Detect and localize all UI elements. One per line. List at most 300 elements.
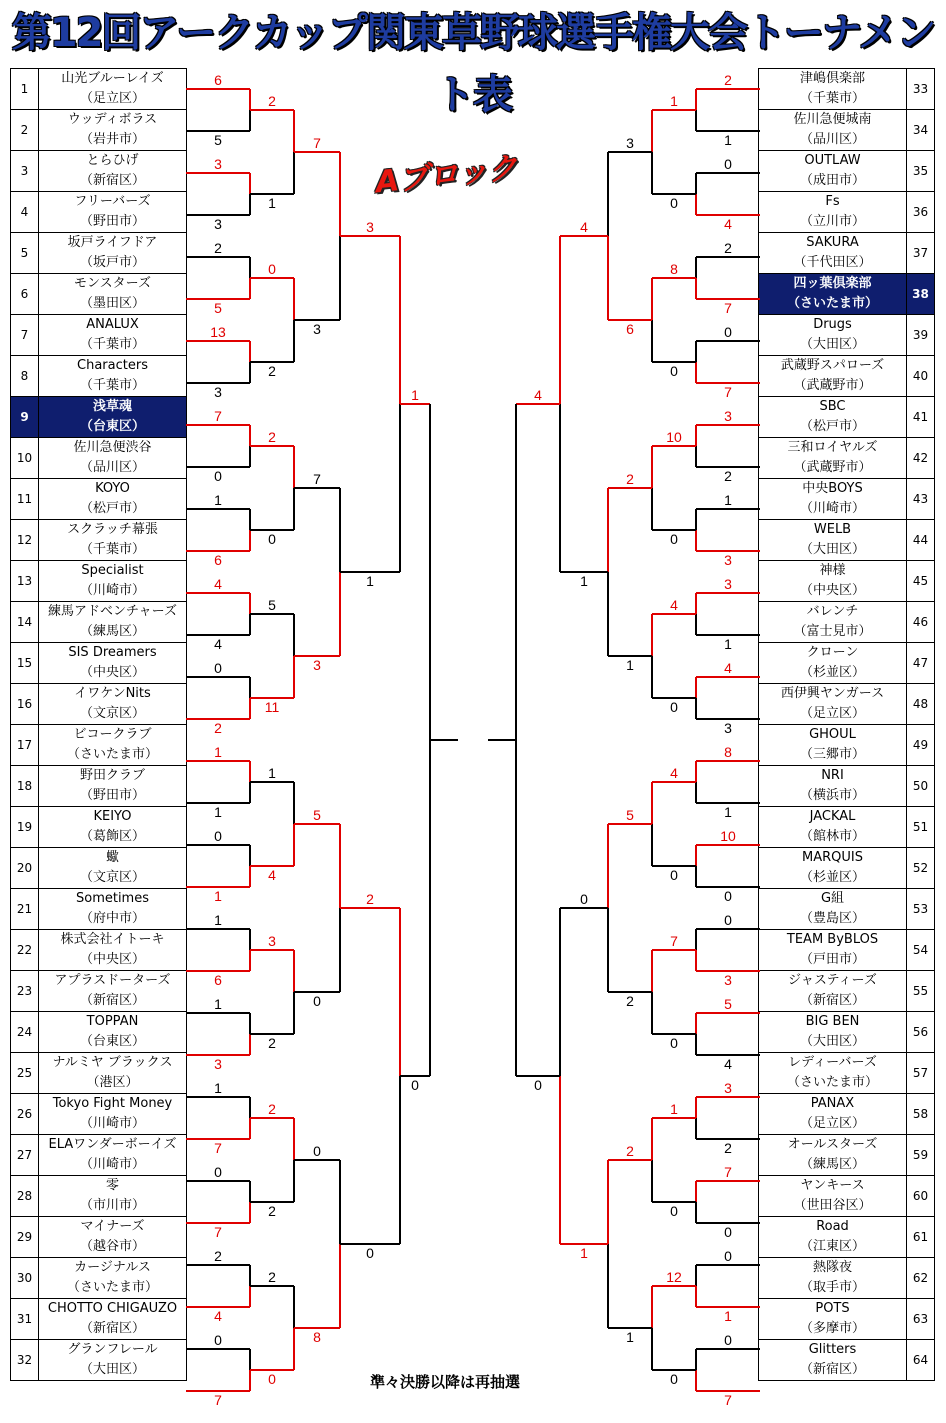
team-number: 50 <box>907 766 935 807</box>
team-number: 6 <box>11 274 39 315</box>
score-label: 6 <box>626 321 634 337</box>
score-label: 7 <box>214 1224 222 1240</box>
team-area: （台東区） <box>79 1034 145 1049</box>
team-area: （成田市） <box>799 173 865 188</box>
score-label: 1 <box>580 1245 588 1261</box>
team-area: （練馬区） <box>79 624 145 639</box>
team-area: （大田区） <box>79 1362 145 1377</box>
score-label: 0 <box>670 867 678 883</box>
team-area: （練馬区） <box>799 1157 865 1172</box>
team-name: 野田クラブ <box>79 768 145 783</box>
score-label: 8 <box>670 261 678 277</box>
team-area: （中央区） <box>799 583 865 598</box>
score-label: 13 <box>210 324 226 340</box>
team-number: 10 <box>11 438 39 479</box>
team-name: オールスターズ <box>787 1137 878 1152</box>
team-area: （杉並区） <box>799 665 865 680</box>
team-name: TOPPAN <box>86 1014 139 1029</box>
score-label: 1 <box>268 765 276 781</box>
team-area: （杉並区） <box>799 870 865 885</box>
team-number: 45 <box>907 561 935 602</box>
team-number: 32 <box>11 1340 39 1381</box>
score-label: 12 <box>666 1269 682 1285</box>
team-area: （さいたま市） <box>786 1075 878 1090</box>
team-number: 51 <box>907 807 935 848</box>
team-name: ヤンキース <box>800 1178 865 1193</box>
team-area: （多摩市） <box>799 1321 865 1336</box>
team-area: （台東区） <box>79 419 145 434</box>
team-number: 37 <box>907 233 935 274</box>
team-area: （取手市） <box>799 1280 865 1295</box>
team-name: バレンチ <box>806 604 859 619</box>
team-area: （川崎市） <box>79 583 145 598</box>
score-label: 2 <box>268 93 276 109</box>
team-name: CHOTTO CHIGAUZO <box>47 1301 178 1316</box>
team-area: （新宿区） <box>799 1362 865 1377</box>
score-label: 0 <box>534 1077 542 1093</box>
score-label: 1 <box>580 573 588 589</box>
score-label: 2 <box>724 240 732 256</box>
team-number: 57 <box>907 1053 935 1094</box>
team-area: （野田市） <box>79 214 145 229</box>
team-name: 零 <box>105 1178 119 1193</box>
team-area: （文京区） <box>79 706 145 721</box>
score-label: 4 <box>670 597 678 613</box>
team-number: 56 <box>907 1012 935 1053</box>
team-number: 40 <box>907 356 935 397</box>
team-area: （足立区） <box>799 706 865 721</box>
team-area: （坂戸市） <box>79 255 145 270</box>
team-name: Drugs <box>813 317 852 332</box>
team-number: 28 <box>11 1176 39 1217</box>
team-number: 17 <box>11 725 39 766</box>
team-area: （千葉市） <box>79 542 145 557</box>
score-label: 1 <box>670 1101 678 1117</box>
team-name: ANALUX <box>86 317 139 332</box>
score-label: 2 <box>268 1269 276 1285</box>
score-label: 0 <box>268 531 276 547</box>
team-area: （新宿区） <box>799 993 865 1008</box>
team-name: Road <box>816 1219 849 1234</box>
score-label: 0 <box>214 1164 222 1180</box>
team-name: イワケンNits <box>74 686 151 701</box>
score-label: 3 <box>214 156 222 172</box>
team-name: 株式会社イトーキ <box>60 932 165 947</box>
team-area: （文京区） <box>79 870 145 885</box>
score-label: 5 <box>214 300 222 316</box>
team-name: SIS Dreamers <box>68 645 157 660</box>
score-label: 1 <box>724 492 732 508</box>
team-name: NRI <box>821 768 844 783</box>
team-area: （中央区） <box>79 665 145 680</box>
team-area: （大田区） <box>799 1034 865 1049</box>
score-label: 0 <box>214 1332 222 1348</box>
score-label: 10 <box>720 828 736 844</box>
team-number: 63 <box>907 1299 935 1340</box>
team-area: （千葉市） <box>79 378 145 393</box>
score-label: 0 <box>670 531 678 547</box>
team-number: 39 <box>907 315 935 356</box>
team-area: （港区） <box>86 1075 139 1090</box>
team-number: 43 <box>907 479 935 520</box>
score-label: 7 <box>313 135 321 151</box>
score-label: 5 <box>724 996 732 1012</box>
score-label: 7 <box>670 933 678 949</box>
team-number: 4 <box>11 192 39 233</box>
team-name: POTS <box>815 1301 850 1316</box>
score-label: 4 <box>724 1056 732 1072</box>
score-label: 4 <box>268 867 276 883</box>
team-number: 44 <box>907 520 935 561</box>
score-label: 3 <box>214 1056 222 1072</box>
team-area: （足立区） <box>799 1116 865 1131</box>
team-name: 浅草魂 <box>92 399 132 414</box>
team-area: （世田谷区） <box>793 1198 872 1213</box>
team-number: 13 <box>11 561 39 602</box>
team-number: 53 <box>907 889 935 930</box>
team-name: Characters <box>77 358 148 373</box>
score-label: 2 <box>724 468 732 484</box>
team-area: （大田区） <box>799 542 865 557</box>
team-name: Specialist <box>81 563 144 578</box>
score-label: 0 <box>366 1245 374 1261</box>
score-label: 6 <box>214 972 222 988</box>
team-area: （館林市） <box>799 829 865 844</box>
score-label: 4 <box>670 765 678 781</box>
team-number: 15 <box>11 643 39 684</box>
team-name: MARQUIS <box>802 850 863 865</box>
score-label: 10 <box>666 429 682 445</box>
team-name: ナルミヤ ブラックス <box>52 1055 173 1070</box>
score-label: 1 <box>724 132 732 148</box>
team-number: 1 <box>11 69 39 110</box>
score-label: 6 <box>214 72 222 88</box>
team-area: （武蔵野市） <box>793 378 872 393</box>
score-label: 8 <box>724 744 732 760</box>
score-label: 7 <box>214 1392 222 1408</box>
team-name: アプラスドーターズ <box>54 973 171 988</box>
team-name: 津嶋倶楽部 <box>799 71 865 86</box>
team-area: （墨田区） <box>79 296 145 311</box>
team-number: 21 <box>11 889 39 930</box>
score-label: 0 <box>214 828 222 844</box>
team-number: 52 <box>907 848 935 889</box>
team-number: 22 <box>11 930 39 971</box>
score-label: 2 <box>268 1101 276 1117</box>
score-label: 2 <box>214 1248 222 1264</box>
team-number: 16 <box>11 684 39 725</box>
score-label: 3 <box>313 321 321 337</box>
score-label: 3 <box>214 216 222 232</box>
team-area: （横浜市） <box>799 788 865 803</box>
team-name: グランフレール <box>67 1342 158 1357</box>
score-label: 2 <box>214 240 222 256</box>
score-label: 3 <box>724 972 732 988</box>
team-name: SAKURA <box>806 235 859 250</box>
team-area: （武蔵野市） <box>793 460 872 475</box>
team-name: JACKAL <box>809 809 856 824</box>
team-name: スクラッチ幕張 <box>67 522 158 537</box>
team-name: 武蔵野スパローズ <box>780 358 885 373</box>
team-name: WELB <box>813 522 852 537</box>
team-number: 59 <box>907 1135 935 1176</box>
team-name: モンスターズ <box>74 276 151 291</box>
team-number: 33 <box>907 69 935 110</box>
team-area: （新宿区） <box>79 993 145 1008</box>
team-number: 55 <box>907 971 935 1012</box>
score-label: 0 <box>724 912 732 928</box>
score-label: 2 <box>626 1143 634 1159</box>
team-name: Glitters <box>808 1342 857 1357</box>
score-label: 5 <box>268 597 276 613</box>
score-label: 0 <box>724 324 732 340</box>
score-label: 1 <box>214 912 222 928</box>
score-label: 1 <box>626 657 634 673</box>
score-label: 1 <box>214 996 222 1012</box>
score-label: 0 <box>268 261 276 277</box>
score-label: 7 <box>214 1140 222 1156</box>
score-label: 2 <box>214 720 222 736</box>
team-number: 2 <box>11 110 39 151</box>
team-number: 31 <box>11 1299 39 1340</box>
team-name: マイナーズ <box>80 1219 145 1234</box>
score-label: 4 <box>724 216 732 232</box>
block-label: Aブロック <box>373 150 520 201</box>
score-label: 1 <box>214 492 222 508</box>
team-name: ビコークラブ <box>73 727 152 742</box>
team-name: とらひげ <box>86 153 139 168</box>
score-label: 0 <box>214 660 222 676</box>
team-name: BIG BEN <box>805 1014 860 1029</box>
team-number: 11 <box>11 479 39 520</box>
score-label: 1 <box>626 1329 634 1345</box>
score-label: 3 <box>626 135 634 151</box>
score-label: 3 <box>268 933 276 949</box>
score-label: 4 <box>214 1308 222 1324</box>
team-name: SBC <box>819 399 846 414</box>
team-area: （松戸市） <box>799 419 865 434</box>
team-number: 20 <box>11 848 39 889</box>
score-label: 0 <box>724 1332 732 1348</box>
team-name: G組 <box>820 891 845 906</box>
score-label: 2 <box>366 891 374 907</box>
team-number: 54 <box>907 930 935 971</box>
score-label: 0 <box>313 993 321 1009</box>
team-area: （松戸市） <box>79 501 145 516</box>
team-area: （越谷市） <box>79 1239 145 1254</box>
score-label: 2 <box>724 1140 732 1156</box>
score-label: 2 <box>724 72 732 88</box>
team-number: 46 <box>907 602 935 643</box>
score-label: 0 <box>670 699 678 715</box>
team-name: 山光ブルーレイズ <box>61 71 164 86</box>
score-label: 1 <box>670 93 678 109</box>
score-label: 4 <box>534 387 542 403</box>
score-label: 7 <box>724 1392 732 1408</box>
score-label: 0 <box>724 1248 732 1264</box>
team-area: （豊島区） <box>799 911 865 926</box>
score-label: 3 <box>366 219 374 235</box>
team-name: ジャスティーズ <box>788 973 877 988</box>
team-area: （川崎市） <box>79 1157 145 1172</box>
team-number: 64 <box>907 1340 935 1381</box>
team-area: （川崎市） <box>799 501 865 516</box>
score-label: 0 <box>411 1077 419 1093</box>
score-label: 8 <box>313 1329 321 1345</box>
team-number: 38 <box>907 274 935 315</box>
team-area: （市川市） <box>79 1198 145 1213</box>
team-number: 7 <box>11 315 39 356</box>
score-label: 5 <box>214 132 222 148</box>
team-number: 34 <box>907 110 935 151</box>
team-name: Sometimes <box>75 891 149 906</box>
score-label: 7 <box>313 471 321 487</box>
team-number: 42 <box>907 438 935 479</box>
score-label: 1 <box>268 195 276 211</box>
score-label: 4 <box>580 219 588 235</box>
team-name: 熱隊夜 <box>812 1260 852 1275</box>
team-number: 61 <box>907 1217 935 1258</box>
team-number: 47 <box>907 643 935 684</box>
team-area: （品川区） <box>79 460 145 475</box>
score-label: 7 <box>724 384 732 400</box>
team-area: （岩井市） <box>79 132 145 147</box>
team-name: GHOUL <box>809 727 856 742</box>
team-name: クローン <box>806 645 859 660</box>
team-number: 62 <box>907 1258 935 1299</box>
score-label: 7 <box>724 1164 732 1180</box>
team-name: 蠍 <box>105 850 119 865</box>
team-number: 27 <box>11 1135 39 1176</box>
team-area: （立川市） <box>799 214 865 229</box>
score-label: 0 <box>670 1371 678 1387</box>
score-label: 0 <box>214 468 222 484</box>
team-name: 四ッ葉倶楽部 <box>793 276 872 291</box>
score-label: 3 <box>724 408 732 424</box>
score-label: 5 <box>626 807 634 823</box>
score-label: 1 <box>214 1080 222 1096</box>
score-label: 6 <box>214 552 222 568</box>
team-name: PANAX <box>810 1096 855 1111</box>
team-area: （千葉市） <box>79 337 145 352</box>
team-area: （新宿区） <box>79 1321 145 1336</box>
score-label: 2 <box>626 471 634 487</box>
score-label: 0 <box>724 888 732 904</box>
team-number: 14 <box>11 602 39 643</box>
score-label: 1 <box>724 804 732 820</box>
score-label: 0 <box>670 1035 678 1051</box>
score-label: 3 <box>724 552 732 568</box>
score-label: 0 <box>670 363 678 379</box>
team-number: 36 <box>907 192 935 233</box>
team-area: （川崎市） <box>79 1116 145 1131</box>
team-number: 18 <box>11 766 39 807</box>
score-label: 1 <box>214 804 222 820</box>
team-name: 練馬アドベンチャーズ <box>48 604 177 619</box>
score-label: 1 <box>366 573 374 589</box>
team-name: TEAM ByBLOS <box>786 932 879 947</box>
page-title: 第12回アークカップ関東草野球選手権大会トーナメント表 <box>11 10 935 118</box>
score-label: 1 <box>724 1308 732 1324</box>
score-label: 11 <box>264 699 280 715</box>
score-label: 2 <box>626 993 634 1009</box>
score-label: 2 <box>268 429 276 445</box>
team-area: （野田市） <box>79 788 145 803</box>
score-label: 0 <box>724 1224 732 1240</box>
team-number: 5 <box>11 233 39 274</box>
team-number: 58 <box>907 1094 935 1135</box>
team-number: 48 <box>907 684 935 725</box>
team-number: 8 <box>11 356 39 397</box>
team-area: （千葉市） <box>799 91 865 106</box>
team-number: 49 <box>907 725 935 766</box>
team-area: （富士見市） <box>793 624 872 639</box>
team-number: 9 <box>11 397 39 438</box>
team-area: （大田区） <box>799 337 865 352</box>
team-name: ウッディボラス <box>67 112 158 127</box>
team-area: （中央区） <box>79 952 145 967</box>
score-label: 0 <box>580 891 588 907</box>
team-area: （さいたま市） <box>66 1280 158 1295</box>
score-label: 3 <box>724 576 732 592</box>
team-area: （府中市） <box>79 911 145 926</box>
team-name: 中央BOYS <box>802 481 863 496</box>
team-name: 佐川急便城南 <box>793 112 872 127</box>
team-number: 30 <box>11 1258 39 1299</box>
team-number: 3 <box>11 151 39 192</box>
score-label: 0 <box>670 195 678 211</box>
score-label: 1 <box>214 744 222 760</box>
team-area: （戸田市） <box>799 952 865 967</box>
team-area: （三郷市） <box>799 747 865 762</box>
score-label: 4 <box>214 576 222 592</box>
score-label: 3 <box>724 720 732 736</box>
team-number: 25 <box>11 1053 39 1094</box>
team-name: OUTLAW <box>804 153 861 168</box>
team-number: 35 <box>907 151 935 192</box>
team-number: 26 <box>11 1094 39 1135</box>
team-name: 西伊興ヤンガース <box>780 686 885 701</box>
team-number: 23 <box>11 971 39 1012</box>
score-label: 1 <box>724 636 732 652</box>
score-label: 2 <box>268 363 276 379</box>
team-number: 29 <box>11 1217 39 1258</box>
score-label: 1 <box>411 387 419 403</box>
team-number: 24 <box>11 1012 39 1053</box>
team-number: 19 <box>11 807 39 848</box>
score-label: 7 <box>214 408 222 424</box>
score-label: 2 <box>268 1035 276 1051</box>
score-label: 3 <box>214 384 222 400</box>
score-label: 0 <box>724 156 732 172</box>
team-name: ELAワンダーボーイズ <box>48 1137 177 1152</box>
team-name: KEIYO <box>93 809 132 824</box>
score-label: 0 <box>313 1143 321 1159</box>
team-name: 佐川急便渋谷 <box>73 440 152 455</box>
team-name: 三和ロイヤルズ <box>787 440 878 455</box>
score-label: 0 <box>268 1371 276 1387</box>
redraw-note: 準々決勝以降は再抽選 <box>370 1373 521 1391</box>
team-name: レディーバーズ <box>788 1055 877 1070</box>
team-area: （千代田区） <box>793 255 872 270</box>
team-area: （足立区） <box>79 91 145 106</box>
team-name: 坂戸ライフドア <box>67 235 158 250</box>
team-area: （葛飾区） <box>79 829 145 844</box>
score-label: 0 <box>670 1203 678 1219</box>
team-name: Fs <box>825 194 840 209</box>
score-label: 3 <box>313 657 321 673</box>
team-number: 12 <box>11 520 39 561</box>
